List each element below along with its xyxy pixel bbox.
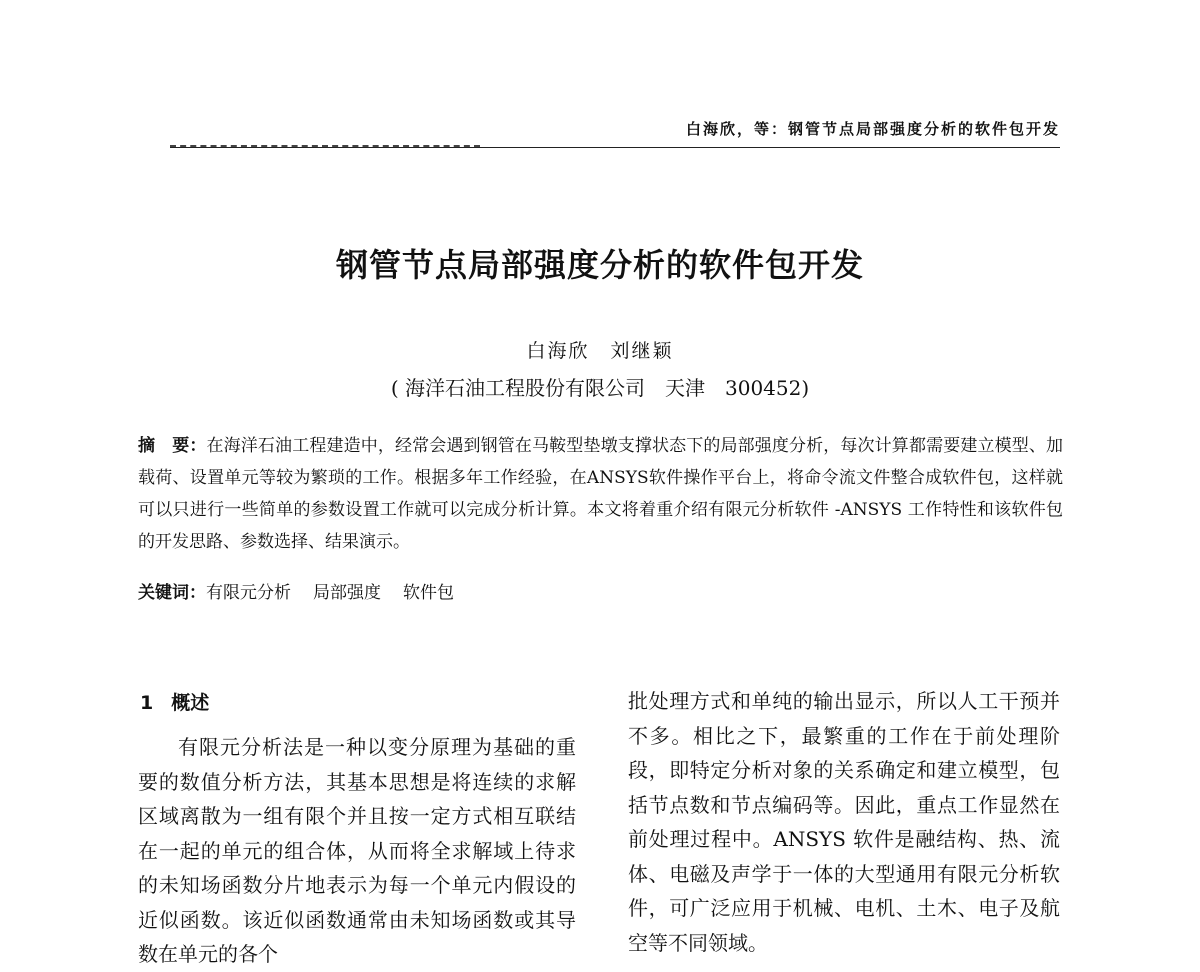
abstract-label: 摘 要： [138, 436, 207, 456]
paper-title: 钢管节点局部强度分析的软件包开发 [335, 246, 864, 284]
keyword: 有限元分析 [206, 583, 291, 603]
keyword: 软件包 [403, 583, 454, 603]
section-title: 概述 [171, 692, 210, 714]
abstract-text: 在海洋石油工程建造中，经常会遇到钢管在马鞍型垫墩支撑状态下的局部强度分析，每次计算都需要建立模型、加载荷、设置单元等较为繁琐的工作。根据多年工作经验，在ANSYS软件操作平台上，将命令流文件整合成软件包，这样就可以只进行一些简单的参数设置工作就可以完成分析计算。本文将着重介绍有限元分析软件 -ANSYS 工作特性和该软件包的开发思路、参数选择、结果演示。 [138, 436, 1064, 552]
abstract [138, 430, 1063, 558]
section-number: 1 [140, 692, 154, 714]
running-header: 白海欣，等：钢管节点局部强度分析的软件包开发 [685, 120, 1060, 138]
header-rule [170, 147, 1060, 148]
body-left-column: 有限元分析法是一种以变分原理为基础的重要的数值分析方法，其基本思想是将连续的求解区域离散为一组有限个并且按一定方式相互联结在一起的单元的组合体，从而将全求解域上待求的未知场函数分片地表示为每一个单元内假设的近似函数。该近似函数通常由未知场函数或其导数在单元的各个 [138, 735, 576, 966]
keyword: 局部强度 [313, 583, 381, 603]
section-heading [140, 688, 209, 715]
authors: 白海欣 刘继颖 [526, 340, 674, 362]
keywords-label: 关键词： [138, 583, 206, 603]
body-right-column: 批处理方式和单纯的输出显示，所以人工干预并不多。相比之下，最繁重的工作在于前处理阶段，即特定分析对象的关系确定和建立模型，包括节点数和节点编码等。因此，重点工作显然在前处理过程中。ANSYS 软件是融结构、热、流体、电磁及声学于一体的大型通用有限元分析软件，可广泛应用于机械、电机、土木、电子及航空等不同领域。 [628, 689, 1060, 955]
keywords [138, 580, 1063, 606]
affiliation: ( 海洋石油工程股份有限公司 天津 300452) [390, 376, 810, 400]
